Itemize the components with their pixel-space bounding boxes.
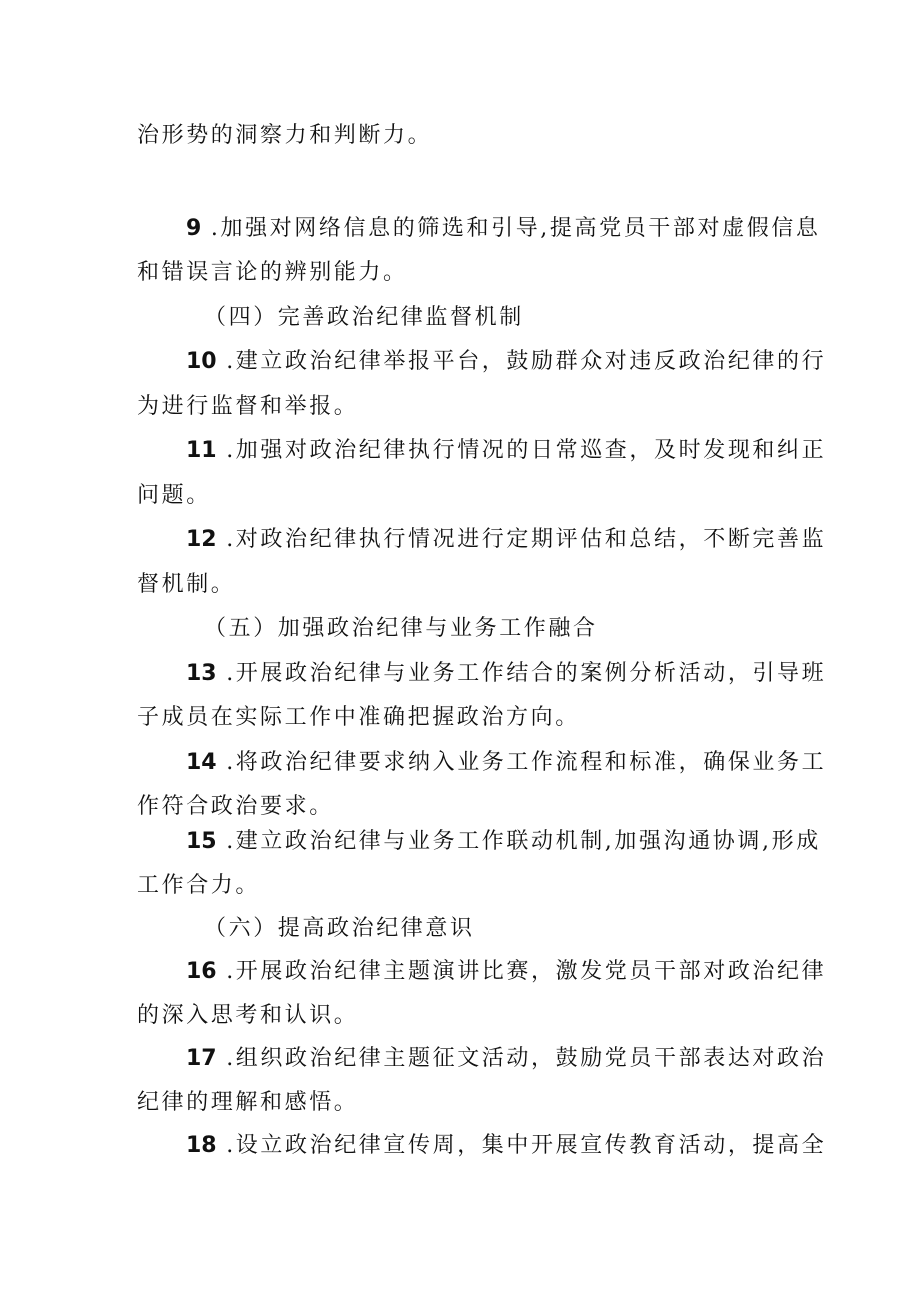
paragraph-line: 治形势的洞察力和判断力。 bbox=[137, 123, 433, 148]
item-text: .建立政治纪律与业务工作联动机制,加强沟通协调,形成 bbox=[216, 829, 821, 854]
item-text: .将政治纪律要求纳入业务工作流程和标准，确保业务工 bbox=[216, 750, 827, 775]
list-item-9 bbox=[186, 214, 821, 244]
section-heading: （六）提高政治纪律意识 bbox=[204, 916, 475, 941]
paragraph-line: 的深入思考和认识。 bbox=[137, 1003, 359, 1028]
item-number: 14 bbox=[186, 750, 217, 775]
item-text: .开展政治纪律主题演讲比赛，激发党员干部对政治纪律 bbox=[216, 959, 827, 984]
list-item-13 bbox=[186, 659, 827, 689]
paragraph-line: 纪律的理解和感悟。 bbox=[137, 1090, 359, 1115]
paragraph-line: 作符合政治要求。 bbox=[137, 794, 334, 819]
item-number: 15 bbox=[186, 829, 217, 854]
item-number: 17 bbox=[186, 1046, 217, 1071]
item-text: .设立政治纪律宣传周，集中开展宣传教育活动，提高全 bbox=[216, 1133, 827, 1158]
paragraph-line: 子成员在实际工作中准确把握政治方向。 bbox=[137, 705, 580, 730]
item-text: .开展政治纪律与业务工作结合的案例分析活动，引导班 bbox=[216, 661, 827, 686]
list-item-15 bbox=[186, 827, 821, 857]
paragraph-line: 为进行监督和举报。 bbox=[137, 394, 359, 419]
item-number: 12 bbox=[186, 527, 217, 552]
item-number: 13 bbox=[186, 661, 217, 686]
paragraph-line: 问题。 bbox=[137, 483, 211, 508]
item-text: .加强对政治纪律执行情况的日常巡查，及时发现和纠正 bbox=[216, 438, 827, 463]
item-text: .建立政治纪律举报平台，鼓励群众对违反政治纪律的行 bbox=[216, 349, 827, 374]
item-number: 11 bbox=[186, 438, 217, 463]
list-item-10 bbox=[186, 347, 827, 377]
section-heading: （五）加强政治纪律与业务工作融合 bbox=[204, 616, 598, 641]
item-number: 16 bbox=[186, 959, 217, 984]
item-text: .组织政治纪律主题征文活动，鼓励党员干部表达对政治 bbox=[216, 1046, 827, 1071]
list-item-12 bbox=[186, 525, 827, 555]
item-text: .对政治纪律执行情况进行定期评估和总结，不断完善监 bbox=[216, 527, 827, 552]
paragraph-line: 督机制。 bbox=[137, 572, 236, 597]
list-item-11 bbox=[186, 436, 827, 466]
list-item-14 bbox=[186, 748, 827, 778]
item-text: .加强对网络信息的筛选和引导,提高党员干部对虚假信息 bbox=[201, 216, 821, 241]
item-number: 18 bbox=[186, 1133, 217, 1158]
item-number: 9 bbox=[186, 216, 202, 241]
paragraph-line: 和错误言论的辨别能力。 bbox=[137, 260, 408, 285]
section-heading: （四）完善政治纪律监督机制 bbox=[204, 305, 524, 330]
list-item-17 bbox=[186, 1044, 827, 1074]
list-item-16 bbox=[186, 957, 827, 987]
list-item-18 bbox=[186, 1131, 827, 1161]
item-number: 10 bbox=[186, 349, 217, 374]
paragraph-line: 工作合力。 bbox=[137, 873, 261, 898]
